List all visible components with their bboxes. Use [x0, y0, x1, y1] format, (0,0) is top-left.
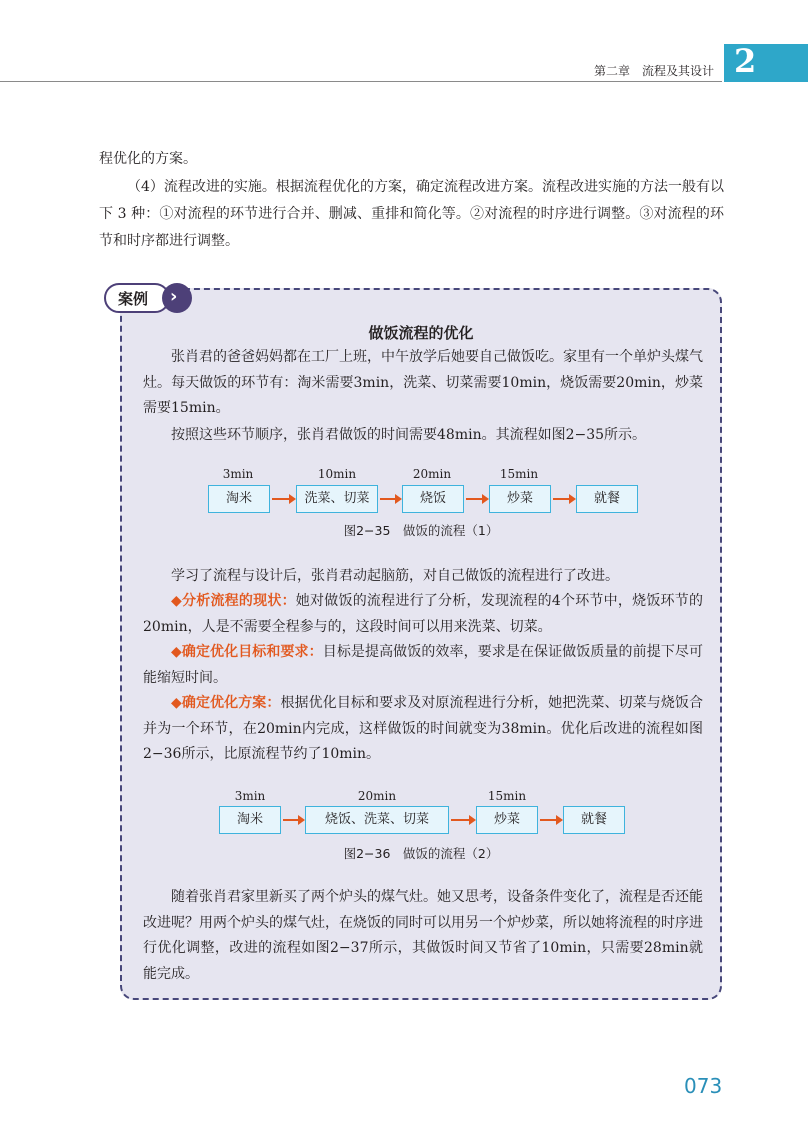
flow1-step-2: 洗菜、切菜 [296, 485, 378, 513]
case-paragraph-6 [143, 691, 703, 768]
flow1-arrow-2 [380, 498, 396, 500]
plan-label: ◆确定优化方案： [171, 695, 281, 711]
analysis-text: 她对做饭的流程进行了分析，发现流程的4个环节中，烧饭环节的20min，人是不需要全程参与的，这段时间可以用来洗菜、切菜。 [143, 593, 703, 635]
flow2-step-3: 炒菜 [476, 806, 538, 834]
plan-text: 根据优化目标和要求及对原流程进行分析，她把洗菜、切菜与烧饭合并为一个环节，在20min内完成，这样做饭的时间就变为38min。优化后改进的流程如图2−36所示，比原流程节约了10min。 [143, 695, 703, 762]
flow1-time-2: 10min [317, 467, 357, 481]
flow2-arrow-1 [283, 819, 299, 821]
flow1-arrow-4 [553, 498, 570, 500]
flow2-arrow-3 [540, 819, 557, 821]
goal-text: 目标是提高做饭的效率，要求是在保证做饭质量的前提下尽可能缩短时间。 [143, 644, 703, 686]
flow2-step-2: 烧饭、洗菜、切菜 [305, 806, 449, 834]
chevron-right-icon: › [162, 283, 192, 313]
case-paragraph-5 [143, 640, 703, 691]
case-tag [104, 283, 190, 315]
flow2-time-3: 15min [487, 789, 527, 803]
case-paragraph-7: 随着张肖君家里新买了两个炉头的煤气灶。她又思考，设备条件变化了，流程是否还能改进呢？用两个炉头的煤气灶，在烧饭的同时可以用另一个炉炒菜，所以她将流程的时序进行优化调整，改进的流程如图2−37所示，其做饭时间又节省了10min，只需要28min就能完成。 [143, 889, 703, 982]
figure-caption-2: 图2−36 做饭的流程（2） [343, 846, 499, 861]
case-paragraph-1: 张肖君的爸爸妈妈都在工厂上班，中午放学后她要自己做饭吃。家里有一个单炉头煤气灶。每天做饭的环节有：淘米需要3min，洗菜、切菜需要10min，烧饭需要20min，炒菜需要15min。 [143, 349, 703, 416]
case-paragraph-3: 学习了流程与设计后，张肖君动起脑筋，对自己做饭的流程进行了改进。 [171, 568, 619, 584]
header-rule [0, 81, 722, 82]
flow1-step-3: 烧饭 [402, 485, 464, 513]
page-number: 073 [684, 1074, 723, 1098]
flow1-step-4: 炒菜 [489, 485, 551, 513]
flow2-step-4: 就餐 [563, 806, 625, 834]
flow2-time-2: 20min [357, 789, 397, 803]
flow1-time-4: 15min [499, 467, 539, 481]
flow1-step-1: 淘米 [208, 485, 270, 513]
case-paragraph-4 [143, 589, 703, 640]
flow2-time-1: 3min [234, 789, 266, 803]
figure-caption-1: 图2−35 做饭的流程（1） [343, 523, 499, 538]
flow2-arrow-2 [451, 819, 470, 821]
flow1-arrow-3 [466, 498, 483, 500]
case-tag-label: 案例 [118, 290, 149, 308]
flow1-arrow-1 [272, 498, 290, 500]
flow2-step-1: 淘米 [219, 806, 281, 834]
analysis-label: ◆分析流程的现状： [171, 593, 296, 609]
flow1-step-5: 就餐 [576, 485, 638, 513]
case-title: 做饭流程的优化 [368, 324, 474, 342]
goal-label: ◆确定优化目标和要求： [171, 644, 323, 660]
chapter-number: 2 [734, 42, 757, 80]
flow1-time-1: 3min [222, 467, 254, 481]
case-paragraph-2: 按照这些环节顺序，张肖君做饭的时间需要48min。其流程如图2−35所示。 [171, 427, 647, 443]
flow1-time-3: 20min [412, 467, 452, 481]
intro-line: 程优化的方案。 [99, 151, 197, 167]
intro-paragraph: （4）流程改进的实施。根据流程优化的方案，确定流程改进方案。流程改进实施的方法一般有以下 3 种：①对流程的环节进行合并、删减、重排和简化等。②对流程的时序进行调整。③对流程的环节和时序都进行调整。 [99, 179, 724, 249]
chapter-header: 第二章 流程及其设计 [594, 64, 715, 78]
